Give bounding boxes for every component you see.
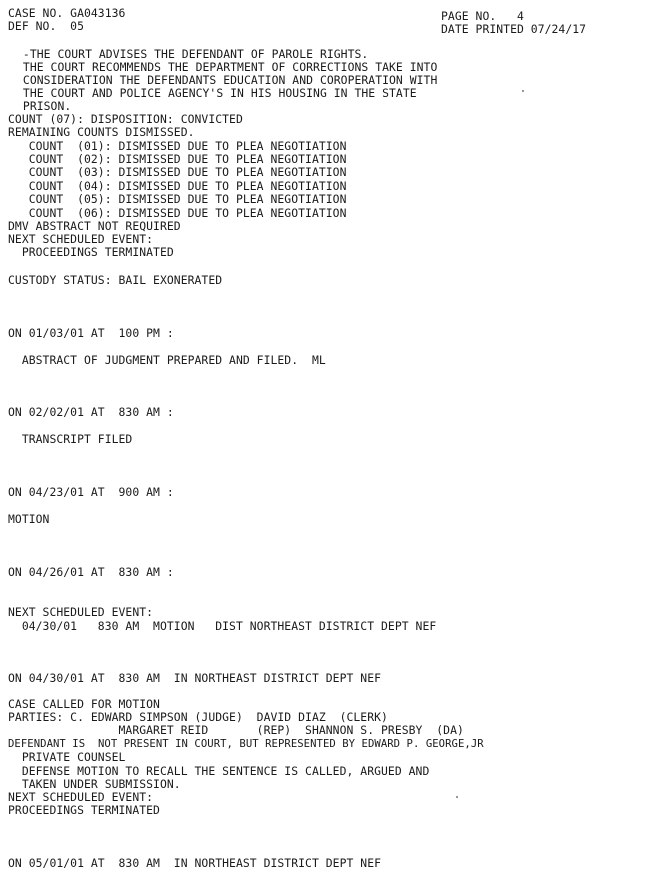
docket-entry-date: ON 04/30/01 AT 830 AM IN NORTHEAST DISTRICT DEPT NEF — [8, 671, 382, 685]
date-printed: DATE PRINTED 07/24/17 — [441, 22, 587, 36]
case-number: CASE NO. GA043136 — [8, 6, 126, 20]
docket-line: PRISON. — [16, 99, 72, 113]
docket-entry-date: ON 04/23/01 AT 900 AM : — [8, 485, 174, 499]
docket-entry-date: ON 02/02/01 AT 830 AM : — [8, 405, 174, 419]
docket-line: COUNT (03): DISMISSED DUE TO PLEA NEGOTIATION — [8, 165, 347, 179]
docket-line: TAKEN UNDER SUBMISSION. — [8, 777, 181, 791]
docket-line: REMAINING COUNTS DISMISSED. — [8, 125, 195, 139]
docket-line: ABSTRACT OF JUDGMENT PREPARED AND FILED. ML — [8, 353, 326, 367]
docket-line: PRIVATE COUNSEL — [8, 750, 126, 764]
docket-line: DEFENSE MOTION TO RECALL THE SENTENCE IS CALLED, ARGUED AND — [8, 764, 430, 778]
docket-entry-date: ON 01/03/01 AT 100 PM : — [8, 326, 174, 340]
docket-line: DMV ABSTRACT NOT REQUIRED — [8, 219, 181, 233]
docket-line: TRANSCRIPT FILED — [8, 432, 133, 446]
docket-line: DEFENDANT IS NOT PRESENT IN COURT, BUT REPRESENTED BY EDWARD P. GEORGE,JR — [8, 738, 484, 750]
docket-line: NEXT SCHEDULED EVENT: — [8, 232, 154, 246]
scan-speck — [456, 796, 458, 798]
docket-entry-date: ON 04/26/01 AT 830 AM : — [8, 565, 174, 579]
docket-line: NEXT SCHEDULED EVENT: — [8, 790, 154, 804]
docket-line: -THE COURT ADVISES THE DEFENDANT OF PAROLE RIGHTS. — [16, 47, 369, 61]
docket-line: COUNT (01): DISMISSED DUE TO PLEA NEGOTIATION — [8, 139, 347, 153]
docket-entry-date: ON 05/01/01 AT 830 AM IN NORTHEAST DISTRICT DEPT NEF — [8, 856, 382, 870]
defendant-number: DEF NO. 05 — [8, 19, 84, 33]
docket-line: COUNT (02): DISMISSED DUE TO PLEA NEGOTIATION — [8, 152, 347, 166]
scan-speck — [522, 90, 524, 92]
docket-line: PROCEEDINGS TERMINATED — [8, 803, 160, 817]
docket-line: PARTIES: C. EDWARD SIMPSON (JUDGE) DAVID DIAZ (CLERK) — [8, 710, 388, 724]
docket-line: COUNT (05): DISMISSED DUE TO PLEA NEGOTIATION — [8, 192, 347, 206]
docket-line: CONSIDERATION THE DEFENDANTS EDUCATION AND COROPERATION WITH — [16, 73, 438, 87]
docket-line: 04/30/01 830 AM MOTION DIST NORTHEAST DISTRICT DEPT NEF — [8, 619, 437, 633]
docket-line: COUNT (04): DISMISSED DUE TO PLEA NEGOTIATION — [8, 179, 347, 193]
docket-line: CASE CALLED FOR MOTION — [8, 697, 160, 711]
docket-line: PROCEEDINGS TERMINATED — [8, 245, 174, 259]
docket-line: COUNT (06): DISMISSED DUE TO PLEA NEGOTIATION — [8, 206, 347, 220]
docket-line: COUNT (07): DISPOSITION: CONVICTED — [8, 112, 243, 126]
docket-line: NEXT SCHEDULED EVENT: — [8, 605, 154, 619]
docket-line: MARGARET REID (REP) SHANNON S. PRESBY (DA) — [8, 723, 464, 737]
page-number: PAGE NO. 4 — [441, 9, 524, 23]
docket-line: CUSTODY STATUS: BAIL EXONERATED — [8, 273, 223, 287]
docket-line: MOTION — [8, 512, 50, 526]
docket-line: THE COURT AND POLICE AGENCY'S IN HIS HOUSING IN THE STATE — [16, 86, 417, 100]
docket-line: THE COURT RECOMMENDS THE DEPARTMENT OF CORRECTIONS TAKE INTO — [16, 60, 438, 74]
